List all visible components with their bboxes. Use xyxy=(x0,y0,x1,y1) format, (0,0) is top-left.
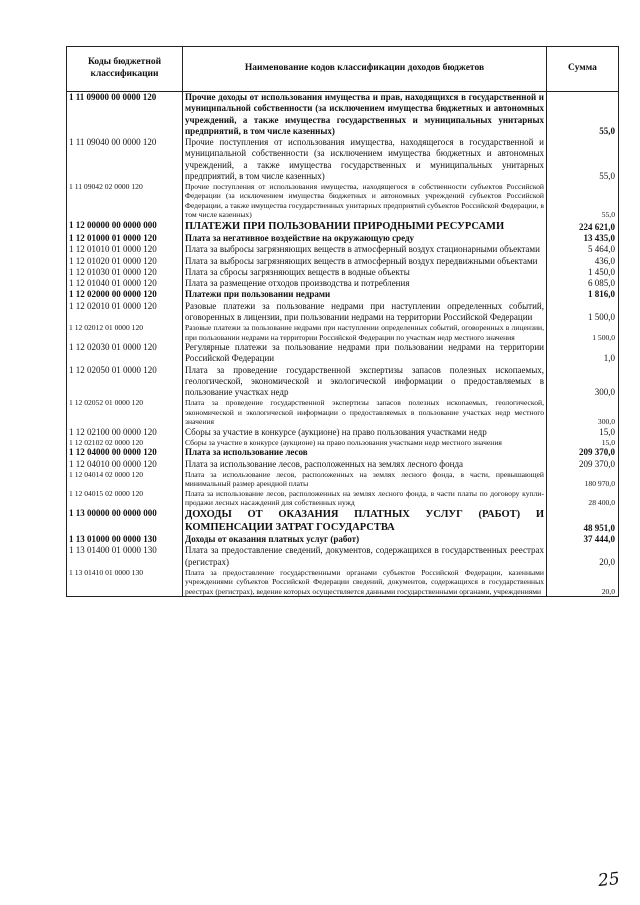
row-name: Плата за размещение отходов производства и потребления xyxy=(183,278,547,289)
table-row xyxy=(67,267,619,278)
row-code: 1 12 02010 01 0000 120 xyxy=(67,301,183,324)
row-code: 1 12 04010 00 0000 120 xyxy=(67,459,183,470)
row-code: 1 12 02012 01 0000 120 xyxy=(67,323,183,342)
row-name: Прочие поступления от использования имущества, находящегося в государственной и муниципальной собственности (за исключением имущества бюджетных и автономных учреждений, а также имущества государственных и муниципальных унитарных предприятий, в том числе казенных) xyxy=(183,137,547,182)
row-sum: 15,0 xyxy=(547,438,619,447)
table-row xyxy=(67,447,619,458)
table-row xyxy=(67,256,619,267)
row-sum: 28 400,0 xyxy=(547,489,619,508)
row-code: 1 12 04015 02 0000 120 xyxy=(67,489,183,508)
row-name: Сборы за участие в конкурсе (аукционе) на право пользования участками недр местного значения xyxy=(183,438,547,447)
row-name: Разовые платежи за пользование недрами при наступлении определенных событий, оговоренных в лицензии, при пользовании недрами на территории Российской Федерации xyxy=(183,301,547,324)
row-code: 1 12 02030 01 0000 120 xyxy=(67,342,183,365)
row-sum: 1 500,0 xyxy=(547,301,619,324)
page-number: 25 xyxy=(597,868,621,892)
table-row xyxy=(67,301,619,324)
row-code: 1 12 01020 01 0000 120 xyxy=(67,256,183,267)
table-row xyxy=(67,534,619,545)
row-name: Плата за использование лесов, расположенных на землях лесного фонда xyxy=(183,459,547,470)
row-code: 1 13 01000 00 0000 130 xyxy=(67,534,183,545)
row-sum: 224 621,0 xyxy=(547,220,619,233)
row-sum: 209 370,0 xyxy=(547,447,619,458)
row-code: 1 12 02050 01 0000 120 xyxy=(67,365,183,399)
table-row xyxy=(67,323,619,342)
row-code: 1 12 01030 01 0000 120 xyxy=(67,267,183,278)
row-sum: 1 816,0 xyxy=(547,289,619,300)
row-code: 1 12 02100 00 0000 120 xyxy=(67,427,183,438)
row-sum: 20,0 xyxy=(547,545,619,568)
row-sum: 1,0 xyxy=(547,342,619,365)
row-sum: 55,0 xyxy=(547,182,619,220)
row-name: Прочие поступления от использования имущества, находящегося в собственности субъектов Российской Федерации (за исключением имущества бюджетных и автономных учреждений субъектов Российской Федерации, а также имущества государственных унитарных предприятий субъектов Российской Федерации, в том числе казенных) xyxy=(183,182,547,220)
row-name: Плата за использование лесов, расположенных на землях лесного фонда, в части платы по договору купли-продажи лесных насаждений для собственных нужд xyxy=(183,489,547,508)
row-sum: 180 970,0 xyxy=(547,470,619,489)
header-codes: Коды бюджетной классификации xyxy=(67,47,183,92)
row-code: 1 12 00000 00 0000 000 xyxy=(67,220,183,233)
row-name: Регулярные платежи за пользование недрами при пользовании недрами на территории Российской Федерации xyxy=(183,342,547,365)
row-name: Плата за предоставление сведений, документов, содержащихся в государственных реестрах (регистрах) xyxy=(183,545,547,568)
row-code: 1 11 09042 02 0000 120 xyxy=(67,182,183,220)
row-code: 1 12 02052 01 0000 120 xyxy=(67,398,183,426)
row-sum: 436,0 xyxy=(547,256,619,267)
table-row xyxy=(67,489,619,508)
row-code: 1 12 04014 02 0000 120 xyxy=(67,470,183,489)
row-name: Плата за проведение государственной экспертизы запасов полезных ископаемых, геологической, экономической и экологической информации о предоставляемых в пользование участках недр xyxy=(183,365,547,399)
table-row xyxy=(67,459,619,470)
row-name: ДОХОДЫ ОТ ОКАЗАНИЯ ПЛАТНЫХ УСЛУГ (РАБОТ) И КОМПЕНСАЦИИ ЗАТРАТ ГОСУДАРСТВА xyxy=(183,508,547,534)
table-row xyxy=(67,438,619,447)
row-sum: 13 435,0 xyxy=(547,233,619,244)
row-sum: 300,0 xyxy=(547,398,619,426)
row-code: 1 12 01000 01 0000 120 xyxy=(67,233,183,244)
row-name: Платежи при пользовании недрами xyxy=(183,289,547,300)
table-row xyxy=(67,182,619,220)
row-code: 1 12 01040 01 0000 120 xyxy=(67,278,183,289)
row-sum: 300,0 xyxy=(547,365,619,399)
row-code: 1 12 02102 02 0000 120 xyxy=(67,438,183,447)
row-sum: 55,0 xyxy=(547,137,619,182)
table-row xyxy=(67,233,619,244)
row-name: Плата за сбросы загрязняющих веществ в водные объекты xyxy=(183,267,547,278)
row-code: 1 12 01010 01 0000 120 xyxy=(67,244,183,255)
row-code: 1 12 04000 00 0000 120 xyxy=(67,447,183,458)
header-sum: Сумма xyxy=(547,47,619,92)
table-row xyxy=(67,508,619,534)
row-name: Плата за использование лесов, расположенных на землях лесного фонда, в части, превышающей минимальный размер арендной платы xyxy=(183,470,547,489)
table-row xyxy=(67,278,619,289)
row-sum: 209 370,0 xyxy=(547,459,619,470)
row-name: Прочие доходы от использования имущества и прав, находящихся в государственной и муниципальной собственности (за исключением имущества бюджетных и автономных учреждений, а также имущества государственных и муниципальных унитарных предприятий, в том числе казенных) xyxy=(183,92,547,138)
row-name: ПЛАТЕЖИ ПРИ ПОЛЬЗОВАНИИ ПРИРОДНЫМИ РЕСУРСАМИ xyxy=(183,220,547,233)
row-sum: 55,0 xyxy=(547,92,619,138)
row-sum: 1 450,0 xyxy=(547,267,619,278)
income-classification-table xyxy=(66,46,619,597)
table-row xyxy=(67,92,619,138)
row-code: 1 13 00000 00 0000 000 xyxy=(67,508,183,534)
row-sum: 37 444,0 xyxy=(547,534,619,545)
table-row xyxy=(67,470,619,489)
row-sum: 6 085,0 xyxy=(547,278,619,289)
row-name: Сборы за участие в конкурсе (аукционе) на право пользования участками недр xyxy=(183,427,547,438)
row-code: 1 11 09000 00 0000 120 xyxy=(67,92,183,138)
row-name: Доходы от оказания платных услуг (работ) xyxy=(183,534,547,545)
row-name: Плата за предоставление государственными органами субъектов Российской Федерации, казенными учреждениями субъектов Российской Федерации сведений, документов, содержащихся в государственных реестрах (регистрах), ведение которых осуществляется данными государственными органами, учреждениями xyxy=(183,568,547,597)
table-row xyxy=(67,244,619,255)
row-name: Плата за негативное воздействие на окружающую среду xyxy=(183,233,547,244)
header-name: Наименование кодов классификации доходов бюджетов xyxy=(183,47,547,92)
row-name: Плата за проведение государственной экспертизы запасов полезных ископаемых, геологической, экономической и экологической информации о предоставляемых в пользование участках недр местного значения xyxy=(183,398,547,426)
row-code: 1 11 09040 00 0000 120 xyxy=(67,137,183,182)
table-row xyxy=(67,568,619,597)
table-row xyxy=(67,289,619,300)
table-row xyxy=(67,545,619,568)
row-name: Разовые платежи за пользование недрами при наступлении определенных событий, оговоренных в лицензии, при пользовании недрами на территории Российской Федерации по участкам недр местного значения xyxy=(183,323,547,342)
table-row xyxy=(67,342,619,365)
table-row xyxy=(67,365,619,399)
row-sum: 1 500,0 xyxy=(547,323,619,342)
row-sum: 15,0 xyxy=(547,427,619,438)
table-row xyxy=(67,398,619,426)
row-name: Плата за выбросы загрязняющих веществ в атмосферный воздух стационарными объектами xyxy=(183,244,547,255)
table-row xyxy=(67,220,619,233)
table-row xyxy=(67,137,619,182)
row-code: 1 12 02000 00 0000 120 xyxy=(67,289,183,300)
row-sum: 5 464,0 xyxy=(547,244,619,255)
table-header-row xyxy=(67,47,619,92)
row-code: 1 13 01410 01 0000 130 xyxy=(67,568,183,597)
row-code: 1 13 01400 01 0000 130 xyxy=(67,545,183,568)
row-sum: 48 951,0 xyxy=(547,508,619,534)
row-sum: 20,0 xyxy=(547,568,619,597)
row-name: Плата за выбросы загрязняющих веществ в атмосферный воздух передвижными объектами xyxy=(183,256,547,267)
table-row xyxy=(67,427,619,438)
row-name: Плата за использование лесов xyxy=(183,447,547,458)
